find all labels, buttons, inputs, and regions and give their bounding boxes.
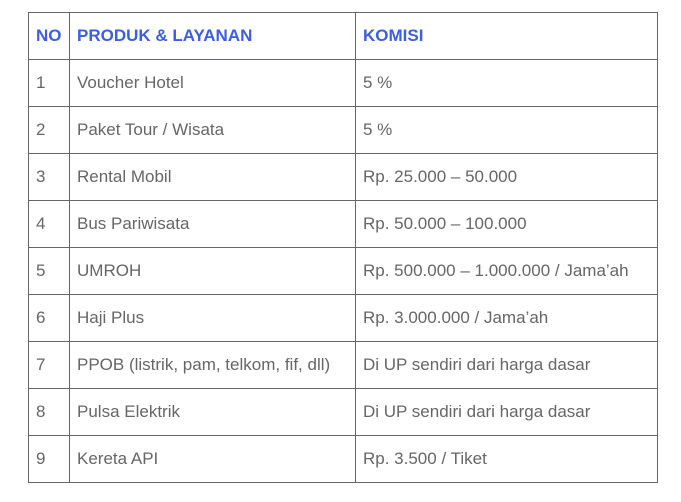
- table-row: [29, 342, 658, 389]
- cell-produk: UMROH: [70, 248, 356, 295]
- cell-komisi: 5 %: [356, 60, 658, 107]
- table-row: [29, 201, 658, 248]
- cell-produk: Bus Pariwisata: [70, 201, 356, 248]
- cell-komisi: Rp. 25.000 – 50.000: [356, 154, 658, 201]
- table-row: [29, 60, 658, 107]
- table-row: [29, 295, 658, 342]
- cell-no: 3: [29, 154, 70, 201]
- table-row: [29, 107, 658, 154]
- cell-no: 7: [29, 342, 70, 389]
- cell-no: 5: [29, 248, 70, 295]
- cell-no: 6: [29, 295, 70, 342]
- cell-no: 2: [29, 107, 70, 154]
- cell-produk: Paket Tour / Wisata: [70, 107, 356, 154]
- table-row: [29, 389, 658, 436]
- cell-komisi: Rp. 3.000.000 / Jama’ah: [356, 295, 658, 342]
- cell-komisi: Rp. 500.000 – 1.000.000 / Jama’ah: [356, 248, 658, 295]
- cell-produk: Voucher Hotel: [70, 60, 356, 107]
- cell-komisi: 5 %: [356, 107, 658, 154]
- header-produk: PRODUK & LAYANAN: [70, 13, 356, 60]
- cell-no: 9: [29, 436, 70, 483]
- cell-komisi: Di UP sendiri dari harga dasar: [356, 342, 658, 389]
- header-komisi: KOMISI: [356, 13, 658, 60]
- cell-komisi: Rp. 3.500 / Tiket: [356, 436, 658, 483]
- cell-produk: Rental Mobil: [70, 154, 356, 201]
- cell-komisi: Di UP sendiri dari harga dasar: [356, 389, 658, 436]
- table-row: [29, 248, 658, 295]
- cell-produk: Kereta API: [70, 436, 356, 483]
- header-no: NO: [29, 13, 70, 60]
- table-row: [29, 154, 658, 201]
- cell-produk: PPOB (listrik, pam, telkom, fif, dll): [70, 342, 356, 389]
- cell-no: 8: [29, 389, 70, 436]
- cell-komisi: Rp. 50.000 – 100.000: [356, 201, 658, 248]
- table-row: [29, 436, 658, 483]
- commission-table: [28, 12, 658, 483]
- cell-no: 1: [29, 60, 70, 107]
- commission-table-container: [28, 12, 658, 483]
- cell-produk: Pulsa Elektrik: [70, 389, 356, 436]
- cell-no: 4: [29, 201, 70, 248]
- table-header-row: [29, 13, 658, 60]
- cell-produk: Haji Plus: [70, 295, 356, 342]
